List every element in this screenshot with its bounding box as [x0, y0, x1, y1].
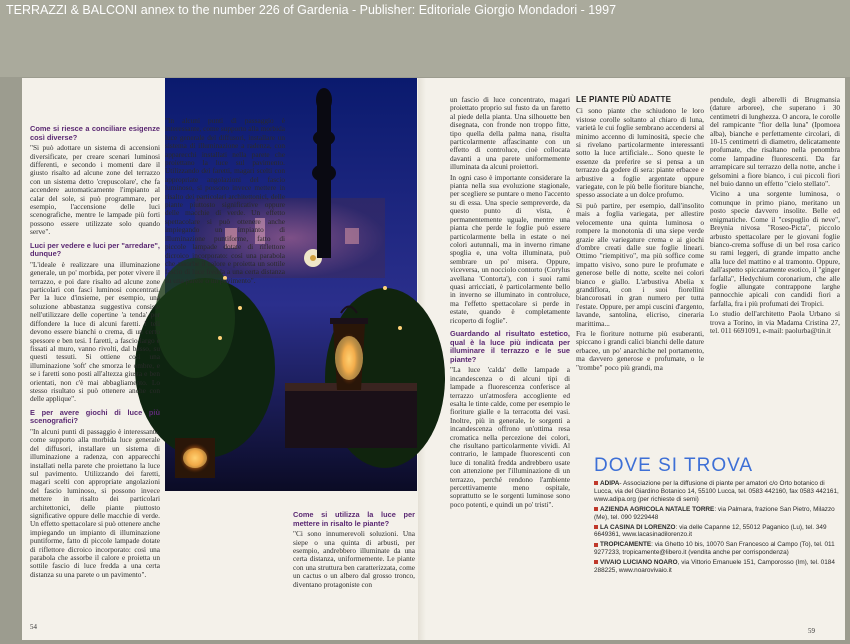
dove-entry-text: - Associazione per la diffusione di piante per amatori c/o Orto botanico di Lucca, via del Giardino Botanico 14, 55100 Lucca, tel. 0583 442160, fax 0583 442161, www.adipa.org (per richieste di semi) [594, 480, 839, 503]
page-title: TERRAZZI & BALCONI annex to the number 226 of Gardenia - Publisher: Editoriale Giorgio Mondadori - 1997 [6, 3, 617, 17]
dove-entry-text: , via Vittorio Emanuele 151, Camporosso (Im), tel. 0184 288225, www.noarovivaio.it [594, 559, 835, 575]
bullet-square-icon [594, 481, 598, 485]
dove-entry-name: AZIENDA AGRICOLA NATALE TORRE [600, 505, 715, 513]
paragraph: In ogni caso è importante considerare la pianta nella sua evoluzione stagionale, per scegliere se puntare o meno l'accento su di essa. Una specie sempreverde, da questo punto di vista, è permanentemente uguale, mentre una pianta che perde le foglie può essere particolarmente bella in estate o nei colori autunnali, ma in inverno rimane spoglia e, una volta illuminata, può sembrare un po' misera. Oppure, viceversa, un nocciolo contorto (Corylus avellana 'Contorta'), con i suoi rami quasi arricciati, è particolarmente bello in inverno se illuminato in controluce, ma l'effetto spettacolare si perde in estate, quando è completamente ricoperto di foglie". [450, 172, 570, 325]
page-number-right: 59 [808, 627, 815, 635]
dove-entry [594, 541, 844, 557]
bullet-square-icon [594, 543, 598, 547]
paragraph: "Ci sono innumerevoli soluzioni. Una siepe o una quinta di arbusti, per esempio, andrebbero illuminate da una certa distanza, uniformemente. Le piante con una struttura ben caratterizzata, come un cactus o un albero dal grosso tronco, diventano protagoniste con [293, 529, 415, 589]
paragraph: Vicino a una sorgente luminosa, o comunque in primo piano, meritano un posto specie davvero insolite. Belle ed enigmatiche. Come il "cespuglio di neve", Breynia nivosa "Roseo-Picta", piccolo arbusto spettacolare per le giovani foglie bianco-crema soffuse di un bel rosa carico su rami leggeri, di grande impatto anche alla luce del mattino e al tramonto. Oppure, dall'aspetto spiccatamente esotico, il "ginger farfalla", Hedychium coronarium, che alle foglie allungate contrappone larghe pannocchie apicali con candidi fiori a farfalla, fra i più profumati dei Tropici. [710, 189, 840, 308]
right-page-column-3 [710, 96, 840, 446]
paragraph: "L'ideale è realizzare una illuminazione generale, un po' morbida, per poter vivere il terrazzo, e poi dare risalto ad alcune zone particolari con fasci luminosi concentrati. Per la luce d'insieme, per esempio, una soluzione abbastanza suggestiva consiste nell'utilizzare delle copertine 'a tenda' per diffondere la luce di alcuni faretti. I teli devono essere bianchi o crema, di un certo spessore e ben tesi. I faretti, a fascio largo e fissati al muro, vanno rivolti, dal basso, su questi tessuti. Si ottiene così una illuminazione 'soft' che smorza le ombre, e se i faretti sono posti all'altezza giusta e ben orientati, non c'è mai abbagliamento. Lo stesso risultato si può ottenere anche con delle applique". [30, 259, 160, 404]
header-bar [0, 0, 850, 77]
paragraph: Si può partire, per esempio, dall'insolito mais a foglia variegata, per allestire velocemente una quinta luminosa o rompere la monotonia di una siepe verde grazie alle variegature crema e ai giochi d'ombre creati dalle sue foglie lineari. Ottimo "riempitivo", ma più soffice come impatto visivo, sono pure le profumate e generose belle di notte, scelte nei colori bianco e giallo. L'arbustiva Abelia x grandiflora, con i suoi fiorellini biancorosati in gran numero per tutta l'estate. Oppure, per ampi cuscini d'argento, lavande, santolina, elicriso, cineraria marittima... [576, 200, 704, 328]
lantern-small [175, 438, 215, 478]
dove-entry [594, 506, 844, 522]
question-heading: E per avere giochi di luce più scenografici? [30, 407, 160, 426]
section-heading: LE PIANTE PIÙ ADATTE [576, 95, 672, 104]
paragraph-continuation: "In alcuni punti di passaggio è interessante, come supporto alla morbida luce generale del diffusori, installare un sistema di illuminazione a radenza, con apparecchi installati nella parete che proiettano la luce sul pavimento. Utilizzando dei faretti, magari scelti con appropriate angolazioni del fascio luminoso, si possono invece mettere in risalto dei particolari architettonici, delle piante piuttosto significative oppure delle macchie di verde. Un effetto spettacolare si può ottenere anche impiegando un impianto di illuminazione puntiforme, fatto di piccole lampade dotate di riflettore dicroico incorporato: così una parabola che assorbe il calore e proietta un sottile fascio di luce fredda a una certa distanza su una parete o un pavimento". [165, 116, 285, 285]
paragraph: Ci sono piante che schiudono le loro vistose corolle soltanto al chiaro di luna, varietà le cui foglie sembrano accendersi al minimo accenno di luminosità, specie che si rivelano particolarmente interessanti sotto la luce artificiale... Sono queste le essenze da preferire se si pensa a un terrazzo da godere di sera: piante erbacee e arbustive a foglie argentate oppure variegate, con le più belle fioriture bianche, spesso associate a un dolce profumo. [576, 106, 704, 200]
paragraph: Fra le fioriture notturne più esuberanti, spiccano i grandi calici bianchi delle dature erbacee, un po' anarchiche nel portamento, ma davvero generose e profumate, o le "trombe" poco più grandi, ma [576, 328, 704, 372]
paragraph: Lo studio dell'architetto Paola Urbano si trova a Torino, in via Madama Cristina 27, tel. 011 6691091, e-mail: paolurba@tin.it [710, 309, 840, 335]
bullet-square-icon [594, 560, 598, 564]
dove-entry-text: : via Ghetto 10 bis, 10070 San Francesco al Campo (To), tel. 011 9277233, tropicamente@libero.it (vendita anche per corrispondenza) [594, 541, 835, 557]
bullet-square-icon [594, 507, 598, 511]
dove-entry-text: : via delle Capanne 12, 55012 Paganico (Lu), tel. 349 6649361, www.lacasinadilorenzo.it [594, 523, 827, 539]
dove-entry-text: : via Palmara, frazione San Pietro, Milazzo (Me), tel. 090 9229448 [594, 505, 835, 521]
question-heading: Come si riesce a conciliare esigenze così diverse? [30, 124, 160, 142]
left-page-column-1 [30, 120, 160, 598]
question-heading: Guardando al risultato estetico, qual è la luce più indicata per illuminare il terrazzo e le sue piante? [450, 328, 570, 364]
bullet-square-icon [594, 525, 598, 529]
dove-entry [594, 524, 844, 540]
dove-si-trova-box [594, 455, 844, 577]
dove-entry-name: LA CASINA DI LORENZO [600, 523, 676, 531]
left-page-column-3 [293, 497, 415, 607]
paragraph: pendule, degli alberelli di Brugmansia (dature arboree), che superano i 30 centimetri di lunghezza. O ancora, le corolle del rampicante "fior della luna" (Ipomoea alba), bianche e perfettamente circolari, di 10-15 centimetri di diametro, delicatamente profumate, che risaltano nella penombra come lampadine fluorescenti. Da far arrampicare sul terrazzo della notte, anche i gelsomini a fiore bianco, i cui piccoli fiori nel buio danno un effetto "cielo stellato". [710, 95, 840, 189]
paragraph: "Si può adottare un sistema di accensioni diversificate, per creare scenari luminosi differenti, e secondo i momenti dare il giusto risalto ad alcune zone del terrazzo con un sistema detto 'crepuscolare', che fa accendere automaticamente l'impianto al calar del sole, si può programmare, per esempio, l'accensione delle luci scenografiche, mentre le lampade più forti possono essere utilizzate solo quando serve". [30, 143, 160, 237]
dove-entry-name: TROPICAMENTE [600, 541, 652, 549]
left-page-column-2 [165, 116, 285, 607]
question-heading: Come si utilizza la luce per mettere in risalto le piante? [293, 510, 415, 528]
right-page-column-1 [450, 96, 570, 616]
dove-entry [594, 559, 844, 575]
dove-entry-name: ADIPA [600, 480, 620, 487]
dove-title: DOVE SI TROVA [594, 455, 754, 476]
dove-entry [594, 480, 844, 504]
paragraph: "La luce 'calda' delle lampade a incandescenza o di alcuni tipi di lampade a fluorescenza conferisce al terrazzo un'atmosfera accogliente ed esalta le tinte calde, come per esempio le fioriture gialle e la terracotta dei vasi. Inoltre, più in generale, le sorgenti a incandescenza offrono un'ottima resa cromatica nella percezione dei colori, che risultano particolarmente vividi. Al contrario, le lampade fluorescenti con luce di tonalità fredda andrebbero usate con attenzione per l'illuminazione di un terrazzo, perché rendono l'ambiente percettivamente meno ospitale, soprattutto se le sorgenti luminose sono poco potenti, e quindi un po' tristi". [450, 365, 570, 509]
paragraph: "In alcuni punti di passaggio è interessante, come supporto alla morbida luce generale del diffusori, installare un sistema di illuminazione a radenza, con apparecchi installati nella parete che proiettano la luce sul pavimento. Utilizzando dei faretti, magari scelti con appropriate angolazioni del fascio luminoso, si possono invece mettere in risalto dei particolari architettonici, delle piante piuttosto significative oppure delle macchie di verde. Un effetto spettacolare si può ottenere anche impiegando un impianto di illuminazione puntiforme, fatto di piccole lampade dotate di riflettore dicroico incorporato: così una parabola che assorbe il calore e proietta un sottile fascio di luce fredda a una certa distanza su una parete o un pavimento". [30, 426, 160, 579]
dove-entry-name: VIVAIO LUCIANO NOARO [600, 559, 678, 567]
paragraph: un fascio di luce concentrato, magari proiettato proprio sul fusto da un faretto al piede della pianta. Una silhouette ben disegnata, con fronde non troppo fitte, tipo quella della palma nana, risulta particolarmente affascinante con un effetto di controluce, cioè collocata davanti a una parete uniformemente illuminata da alcuni proiettori. [450, 95, 570, 172]
page-number-left: 54 [30, 623, 37, 631]
right-page-column-2 [576, 96, 704, 446]
question-heading: Luci per vedere e luci per "arredare", dunque? [30, 240, 160, 259]
